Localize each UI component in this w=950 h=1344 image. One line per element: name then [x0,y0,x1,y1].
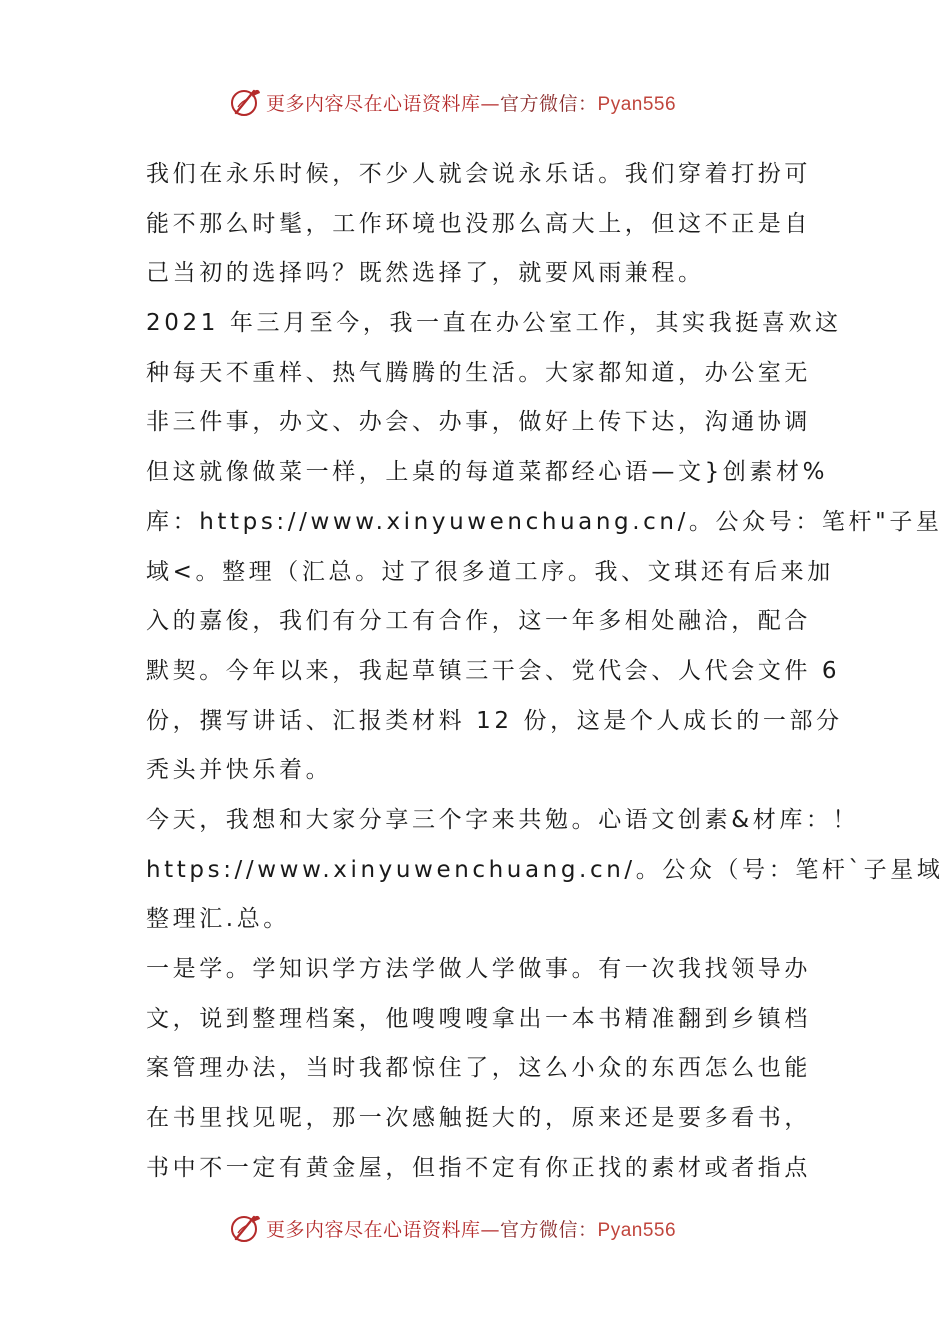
text-line: 域<。整理（汇总。过了很多道工序。我、文琪还有后来加 [146,558,834,585]
document-body [146,150,944,1193]
banner-dash: — [480,1218,501,1241]
text-line: 非三件事，办文、办会、办事，做好上传下达，沟通协调 [146,409,811,436]
quill-logo-icon [228,1211,262,1245]
text-line: 今天，我想和大家分享三个字来共勉。心语文创素&材库：！ [146,806,860,833]
text-line: 文，说到整理档案，他嗖嗖嗖拿出一本书精准翻到乡镇档 [146,1005,811,1032]
text-line: 能不那么时髦，工作环境也没那么高大上，但这不正是自 [146,210,811,237]
banner-wechat-label: 官方微信： [500,1218,598,1241]
footer-banner [228,1210,728,1246]
banner-wechat-id: Pyan556 [597,93,677,115]
banner-text [266,1215,676,1242]
text-line: 一是学。学知识学方法学做人学做事。有一次我找领导办 [146,956,811,982]
text-line: https://www.xinyuwenchuang.cn/。公众（号：笔杆`子星域 [146,856,944,883]
text-line: 整理汇.总。 [146,906,290,933]
banner-text [266,89,676,116]
banner-wechat-label: 官方微信： [500,92,598,115]
text-line: 我们在永乐时候，不少人就会说永乐话。我们穿着打扮可 [146,161,811,187]
quill-logo-icon [228,85,262,119]
text-line: 入的嘉俊，我们有分工有合作，这一年多相处融洽，配合 [146,608,811,635]
text-line: 库：https://www.xinyuwenchuang.cn/。公众号：笔杆"子星 [146,508,943,535]
text-line: 种每天不重样、热气腾腾的生活。大家都知道，办公室无 [146,359,811,386]
banner-main-text: 更多内容尽在心语资料库 [266,92,481,115]
banner-wechat-id: Pyan556 [597,1219,677,1241]
header-banner [228,84,728,120]
banner-main-text: 更多内容尽在心语资料库 [266,1218,481,1241]
text-line: 己当初的选择吗？既然选择了，就要风雨兼程。 [146,260,705,287]
text-line: 默契。今年以来，我起草镇三干会、党代会、人代会文件 6 [146,657,841,684]
text-line: 案管理办法，当时我都惊住了，这么小众的东西怎么也能 [146,1055,811,1082]
text-line: 2021 年三月至今，我一直在办公室工作，其实我挺喜欢这 [146,310,842,337]
banner-dash: — [480,92,501,115]
text-line: 但这就像做菜一样，上桌的每道菜都经心语—文}创素材% [146,459,829,486]
text-line: 秃头并快乐着。 [146,757,333,784]
text-line: 在书里找见呢，那一次感触挺大的，原来还是要多看书， [146,1105,811,1132]
text-line: 份，撰写讲话、汇报类材料 12 份，这是个人成长的一部分 [146,707,843,734]
text-line: 书中不一定有黄金屋，但指不定有你正找的素材或者指点 [146,1154,811,1181]
